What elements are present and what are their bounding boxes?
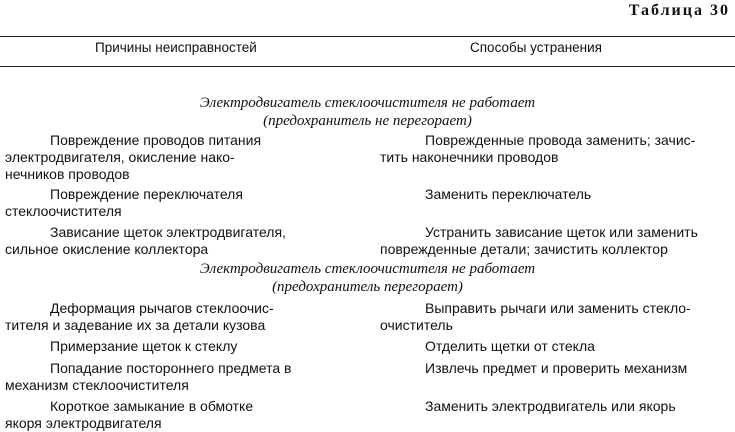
cause-line: нечников проводов — [5, 166, 130, 182]
cause-line: Примерзание щеток к стеклу — [50, 338, 238, 354]
cause-cell — [5, 186, 325, 220]
remedy-cell — [380, 360, 732, 377]
remedy-cell — [380, 338, 732, 355]
cause-cell — [5, 338, 325, 355]
header-causes: Причины неисправностей — [95, 40, 257, 55]
remedy-line: Поврежденные провода заменить; зачис- — [425, 132, 696, 148]
remedy-cell — [380, 224, 732, 258]
cause-line: электродвигателя, окисление нако- — [5, 149, 235, 165]
remedy-line: Выправить рычаги или заменить стекло- — [425, 300, 691, 316]
cause-cell — [5, 224, 325, 258]
remedy-line: Заменить электродвигатель или якорь — [425, 398, 676, 414]
cause-line: стеклоочистителя — [5, 203, 122, 219]
remedy-line: поврежденные детали; зачистить коллектор — [380, 241, 668, 257]
cause-line: Повреждение переключателя — [50, 186, 243, 202]
section-title-line2: (предохранитель не перегорает) — [263, 113, 472, 129]
cause-line: Зависание щеток электродвигателя, — [50, 224, 286, 240]
remedy-line: Извлечь предмет и проверить механизм — [425, 360, 688, 376]
cause-line: механизм стеклоочистителя — [5, 377, 189, 393]
cause-cell — [5, 398, 325, 432]
cause-line: Деформация рычагов стеклоочис- — [50, 300, 274, 316]
header-remedies: Способы устранения — [470, 40, 602, 55]
cause-line: Попадание постороннего предмета в — [50, 360, 292, 376]
remedy-line: Заменить переключатель — [425, 186, 592, 202]
remedy-line: очиститель — [380, 317, 453, 333]
remedy-line: Устранить зависание щеток или заменить — [425, 224, 698, 240]
remedy-cell — [380, 398, 732, 415]
cause-cell — [5, 132, 325, 183]
section-title-line2: (предохранитель перегорает) — [272, 279, 463, 295]
section-title — [0, 260, 735, 296]
cause-line: Повреждение проводов питания — [50, 132, 262, 148]
remedy-cell — [380, 300, 732, 334]
section-title — [0, 94, 735, 130]
remedy-cell — [380, 186, 732, 203]
remedy-line: тить наконечники проводов — [380, 149, 559, 165]
section-title-line1: Электродвигатель стеклоочистителя не работает — [199, 95, 536, 111]
cause-line: якоря электродвигателя — [5, 415, 162, 431]
section-title-line1: Электродвигатель стеклоочистителя не работает — [199, 261, 536, 277]
cause-line: сильное окисление коллектора — [5, 241, 209, 257]
remedy-line: Отделить щетки от стекла — [425, 338, 595, 354]
table-label: Таблица 30 — [628, 2, 730, 19]
remedy-cell — [380, 132, 732, 166]
cause-cell — [5, 360, 325, 394]
cause-line: Короткое замыкание в обмотке — [50, 398, 254, 414]
cause-line: тителя и задевание их за детали кузова — [5, 317, 266, 333]
cause-cell — [5, 300, 325, 334]
header-bottom-rule — [0, 66, 735, 67]
header-top-rule — [0, 36, 735, 37]
